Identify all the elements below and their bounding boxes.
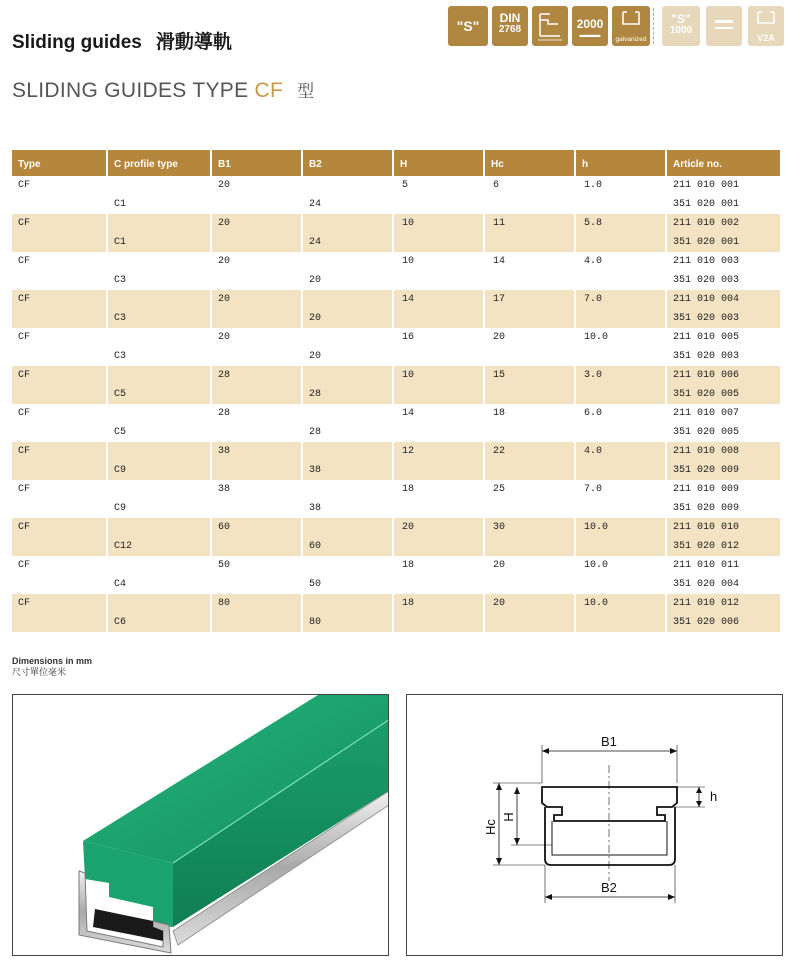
cell-empty bbox=[12, 385, 107, 404]
cell-empty bbox=[211, 423, 302, 442]
cell-article-1: 211 010 004 bbox=[666, 290, 780, 309]
table-row bbox=[12, 233, 780, 252]
cell-type: CF bbox=[12, 594, 107, 613]
cell-c-profile: C5 bbox=[107, 423, 211, 442]
cell-empty bbox=[12, 537, 107, 556]
cell-b2: 20 bbox=[302, 309, 393, 328]
cell-empty bbox=[211, 309, 302, 328]
cell-empty bbox=[484, 613, 575, 632]
cell-empty bbox=[12, 347, 107, 366]
cell-hc: 22 bbox=[484, 442, 575, 461]
table-row bbox=[12, 404, 780, 423]
s1000-label: "S" bbox=[671, 12, 691, 26]
c-profile-faded-icon bbox=[748, 6, 784, 28]
cell-b2: 28 bbox=[302, 423, 393, 442]
cell-hc: 11 bbox=[484, 214, 575, 233]
cell-h-lower: 1.0 bbox=[575, 176, 666, 195]
cell-empty bbox=[211, 575, 302, 594]
cell-b1: 50 bbox=[211, 556, 302, 575]
cell-h-upper: 12 bbox=[393, 442, 484, 461]
cell-hc: 30 bbox=[484, 518, 575, 537]
dimensions-note-cn: 尺寸單位毫米 bbox=[12, 668, 67, 678]
cell-type: CF bbox=[12, 442, 107, 461]
cell-empty bbox=[484, 233, 575, 252]
cell-empty bbox=[107, 594, 211, 613]
cell-article-1: 211 010 003 bbox=[666, 252, 780, 271]
cell-empty bbox=[393, 271, 484, 290]
cell-empty bbox=[107, 442, 211, 461]
cell-b2: 28 bbox=[302, 385, 393, 404]
cell-empty bbox=[107, 480, 211, 499]
cell-h-lower: 3.0 bbox=[575, 366, 666, 385]
cell-h-lower: 4.0 bbox=[575, 442, 666, 461]
din-badge bbox=[492, 6, 528, 46]
cell-type: CF bbox=[18, 484, 31, 495]
cell-b1: 20 bbox=[211, 252, 302, 271]
cell-article-2: 351 020 009 bbox=[666, 499, 780, 518]
cell-type: CF bbox=[18, 332, 31, 343]
cell-type: CF bbox=[12, 214, 107, 233]
cell-empty bbox=[575, 423, 666, 442]
cell-b1: 20 bbox=[211, 290, 302, 309]
s-badge-label: "S" bbox=[456, 18, 480, 34]
cell-empty bbox=[393, 461, 484, 480]
cell-empty bbox=[107, 366, 211, 385]
page-subtitle bbox=[12, 77, 314, 103]
cell-c-profile: C9 bbox=[107, 461, 211, 480]
cell-empty bbox=[107, 328, 211, 347]
col-header-article: Article no. bbox=[666, 151, 780, 176]
cell-b2: 20 bbox=[302, 271, 393, 290]
cell-article-2: 351 020 004 bbox=[666, 575, 780, 594]
table-row bbox=[12, 613, 780, 632]
cell-type: CF bbox=[12, 290, 107, 309]
cell-h-upper: 10 bbox=[393, 214, 484, 233]
cell-empty bbox=[211, 461, 302, 480]
table-row bbox=[12, 290, 780, 309]
cell-empty bbox=[575, 309, 666, 328]
cell-hc: 20 bbox=[484, 328, 575, 347]
cell-empty bbox=[484, 195, 575, 214]
feature-badges bbox=[448, 6, 784, 46]
table-row bbox=[12, 214, 780, 233]
v2a-label: V2A bbox=[757, 33, 775, 43]
page-title bbox=[12, 27, 232, 54]
cell-b1: 28 bbox=[211, 404, 302, 423]
cell-empty bbox=[484, 271, 575, 290]
dimensions-note-en: Dimensions in mm bbox=[12, 656, 93, 666]
cell-b2: 50 bbox=[302, 575, 393, 594]
drawing-label-b1: B1 bbox=[601, 734, 617, 749]
cell-h-upper: 16 bbox=[393, 328, 484, 347]
subtitle-type: CF bbox=[254, 79, 284, 102]
cell-empty bbox=[12, 613, 107, 632]
cell-h-upper: 14 bbox=[393, 290, 484, 309]
cell-empty bbox=[484, 347, 575, 366]
cell-empty bbox=[393, 575, 484, 594]
cell-b2: 20 bbox=[302, 347, 393, 366]
table-row bbox=[12, 195, 780, 214]
cell-b1: 20 bbox=[211, 328, 302, 347]
cell-h-lower: 10.0 bbox=[575, 518, 666, 537]
cell-empty bbox=[12, 575, 107, 594]
cell-article-2: 351 020 005 bbox=[666, 423, 780, 442]
cell-b1: 28 bbox=[211, 366, 302, 385]
c-profile-icon bbox=[612, 6, 650, 30]
cell-article-1: 211 010 008 bbox=[666, 442, 780, 461]
cell-empty bbox=[484, 499, 575, 518]
cell-type: CF bbox=[18, 256, 31, 267]
cell-empty bbox=[484, 575, 575, 594]
table-row bbox=[12, 594, 780, 613]
s1000-badge bbox=[662, 6, 700, 46]
cell-empty bbox=[107, 518, 211, 537]
cell-empty bbox=[302, 442, 393, 461]
cell-empty bbox=[107, 290, 211, 309]
cell-c-profile: C1 bbox=[107, 233, 211, 252]
cell-h-upper: 14 bbox=[393, 404, 484, 423]
cell-h-upper: 18 bbox=[393, 480, 484, 499]
table-row bbox=[12, 347, 780, 366]
cell-empty bbox=[484, 461, 575, 480]
cell-empty bbox=[302, 176, 393, 195]
cell-b2: 38 bbox=[302, 461, 393, 480]
s1000-number: 1000 bbox=[669, 25, 693, 36]
cell-empty bbox=[12, 499, 107, 518]
cell-h-lower: 10.0 bbox=[575, 556, 666, 575]
table-row bbox=[12, 480, 780, 499]
cell-h-lower: 10.0 bbox=[575, 594, 666, 613]
cell-empty bbox=[107, 556, 211, 575]
table-row bbox=[12, 442, 780, 461]
cell-empty bbox=[484, 537, 575, 556]
cell-empty bbox=[107, 214, 211, 233]
cell-hc: 15 bbox=[484, 366, 575, 385]
cell-type: CF bbox=[18, 560, 31, 571]
length-2000-label: 2000 bbox=[576, 17, 604, 31]
cell-c-profile: C4 bbox=[107, 575, 211, 594]
table-row bbox=[12, 385, 780, 404]
cell-hc: 20 bbox=[484, 594, 575, 613]
cell-empty bbox=[393, 347, 484, 366]
drawing-label-b2: B2 bbox=[601, 880, 617, 895]
cell-hc: 20 bbox=[484, 556, 575, 575]
col-header-h-lower: h bbox=[575, 151, 666, 176]
table-row bbox=[12, 423, 780, 442]
cell-h-lower: 7.0 bbox=[575, 480, 666, 499]
cell-article-2: 351 020 003 bbox=[666, 309, 780, 328]
cell-empty bbox=[12, 195, 107, 214]
cell-empty bbox=[393, 613, 484, 632]
table-row bbox=[12, 499, 780, 518]
cell-empty bbox=[302, 404, 393, 423]
cell-empty bbox=[484, 423, 575, 442]
cell-hc: 18 bbox=[484, 404, 575, 423]
cell-empty bbox=[107, 252, 211, 271]
length-faded-badge bbox=[706, 6, 742, 46]
cell-empty bbox=[302, 480, 393, 499]
cell-b2: 80 bbox=[302, 613, 393, 632]
table-row bbox=[12, 518, 780, 537]
product-photo bbox=[12, 694, 389, 956]
cell-empty bbox=[393, 499, 484, 518]
cell-empty bbox=[393, 195, 484, 214]
table-row bbox=[12, 366, 780, 385]
cell-empty bbox=[393, 537, 484, 556]
cell-article-2: 351 020 003 bbox=[666, 347, 780, 366]
cell-article-2: 351 020 001 bbox=[666, 195, 780, 214]
cell-h-lower: 4.0 bbox=[575, 252, 666, 271]
cell-empty bbox=[575, 195, 666, 214]
galvanized-badge bbox=[612, 6, 650, 46]
cell-c-profile: C3 bbox=[107, 309, 211, 328]
badge-divider bbox=[653, 8, 654, 44]
cell-empty bbox=[575, 233, 666, 252]
s-quality-badge bbox=[448, 6, 488, 46]
cell-c-profile: C3 bbox=[107, 271, 211, 290]
cell-empty bbox=[393, 233, 484, 252]
length-line-icon: ▬▬▬ bbox=[579, 32, 601, 39]
cell-empty bbox=[302, 594, 393, 613]
table-row bbox=[12, 556, 780, 575]
cell-empty bbox=[302, 252, 393, 271]
cell-empty bbox=[107, 404, 211, 423]
cell-article-2: 351 020 005 bbox=[666, 385, 780, 404]
cell-article-2: 351 020 003 bbox=[666, 271, 780, 290]
cell-c-profile: C6 bbox=[107, 613, 211, 632]
cell-article-1: 211 010 009 bbox=[666, 480, 780, 499]
cell-empty bbox=[393, 385, 484, 404]
col-header-c-profile: C profile type bbox=[107, 151, 211, 176]
cell-empty bbox=[302, 366, 393, 385]
cell-article-1: 211 010 011 bbox=[666, 556, 780, 575]
cell-empty bbox=[12, 461, 107, 480]
subtitle-cn: 型 bbox=[297, 82, 315, 102]
din-number: 2768 bbox=[498, 24, 522, 35]
cell-h-upper: 18 bbox=[393, 556, 484, 575]
col-header-hc: Hc bbox=[484, 151, 575, 176]
din-label: DIN bbox=[499, 11, 521, 25]
cell-c-profile: C1 bbox=[107, 195, 211, 214]
cell-empty bbox=[393, 309, 484, 328]
table-row bbox=[12, 252, 780, 271]
cell-b1: 38 bbox=[211, 442, 302, 461]
cell-empty bbox=[393, 423, 484, 442]
cell-empty bbox=[211, 613, 302, 632]
cell-empty bbox=[575, 499, 666, 518]
cell-h-upper: 10 bbox=[393, 366, 484, 385]
drawing-label-hc: Hc bbox=[483, 819, 498, 835]
table-row bbox=[12, 309, 780, 328]
cell-article-1: 211 010 010 bbox=[666, 518, 780, 537]
technical-drawing bbox=[406, 694, 783, 956]
cell-type: CF bbox=[18, 180, 31, 191]
length-faded-icon bbox=[706, 6, 742, 46]
cell-type: CF bbox=[12, 366, 107, 385]
cell-h-lower: 10.0 bbox=[575, 328, 666, 347]
col-header-b1: B1 bbox=[211, 151, 302, 176]
cell-article-2: 351 020 006 bbox=[666, 613, 780, 632]
cell-article-2: 351 020 001 bbox=[666, 233, 780, 252]
table-row bbox=[12, 575, 780, 594]
cell-empty bbox=[12, 423, 107, 442]
cell-article-1: 211 010 006 bbox=[666, 366, 780, 385]
cell-h-lower: 7.0 bbox=[575, 290, 666, 309]
cell-empty bbox=[211, 385, 302, 404]
title-cn: 滑動導軌 bbox=[155, 31, 232, 53]
cell-empty bbox=[575, 385, 666, 404]
col-header-b2: B2 bbox=[302, 151, 393, 176]
cell-hc: 25 bbox=[484, 480, 575, 499]
cell-empty bbox=[484, 309, 575, 328]
cell-empty bbox=[575, 575, 666, 594]
cell-type: CF bbox=[12, 518, 107, 537]
cell-empty bbox=[302, 556, 393, 575]
cell-h-upper: 5 bbox=[393, 176, 484, 195]
cell-c-profile: C9 bbox=[107, 499, 211, 518]
cell-empty bbox=[575, 613, 666, 632]
galvanized-label: galvanized bbox=[615, 36, 647, 43]
cell-empty bbox=[302, 214, 393, 233]
cell-h-lower: 6.0 bbox=[575, 404, 666, 423]
cell-hc: 14 bbox=[484, 252, 575, 271]
drawing-label-h-upper: H bbox=[501, 812, 516, 822]
cell-empty bbox=[12, 309, 107, 328]
cell-b1: 80 bbox=[211, 594, 302, 613]
cell-empty bbox=[211, 347, 302, 366]
cell-empty bbox=[575, 461, 666, 480]
cell-article-1: 211 010 005 bbox=[666, 328, 780, 347]
cell-c-profile: C5 bbox=[107, 385, 211, 404]
table-row bbox=[12, 176, 780, 195]
cell-empty bbox=[211, 271, 302, 290]
dimensions-note bbox=[12, 655, 92, 679]
cell-empty bbox=[484, 385, 575, 404]
cell-empty bbox=[575, 537, 666, 556]
cell-b2: 24 bbox=[302, 195, 393, 214]
subtitle-prefix: SLIDING GUIDES TYPE bbox=[12, 79, 255, 102]
cell-h-upper: 20 bbox=[393, 518, 484, 537]
v2a-badge bbox=[748, 6, 784, 46]
cell-h-upper: 18 bbox=[393, 594, 484, 613]
cell-article-1: 211 010 002 bbox=[666, 214, 780, 233]
table-header-row bbox=[12, 151, 780, 176]
drawing-label-h-lower: h bbox=[710, 789, 718, 804]
table-row bbox=[12, 271, 780, 290]
cell-empty bbox=[211, 233, 302, 252]
cell-b1: 38 bbox=[211, 480, 302, 499]
cell-empty bbox=[12, 233, 107, 252]
cell-h-upper: 10 bbox=[393, 252, 484, 271]
table-row bbox=[12, 461, 780, 480]
cell-empty bbox=[302, 290, 393, 309]
sliding-guides-table bbox=[12, 150, 780, 632]
cell-empty bbox=[575, 347, 666, 366]
cell-b2: 24 bbox=[302, 233, 393, 252]
table-row bbox=[12, 328, 780, 347]
sliding-guide-image bbox=[13, 695, 389, 956]
table-row bbox=[12, 537, 780, 556]
cell-b1: 20 bbox=[211, 176, 302, 195]
cell-empty bbox=[211, 537, 302, 556]
col-header-h-upper: H bbox=[393, 151, 484, 176]
profile-section-icon bbox=[532, 6, 568, 46]
title-en: Sliding guides bbox=[12, 32, 142, 53]
cell-hc: 6 bbox=[484, 176, 575, 195]
cell-article-2: 351 020 012 bbox=[666, 537, 780, 556]
cell-b1: 20 bbox=[211, 214, 302, 233]
cell-b2: 38 bbox=[302, 499, 393, 518]
cell-empty bbox=[211, 499, 302, 518]
cell-c-profile: C12 bbox=[107, 537, 211, 556]
cell-b1: 60 bbox=[211, 518, 302, 537]
cell-empty bbox=[302, 518, 393, 537]
cell-article-2: 351 020 009 bbox=[666, 461, 780, 480]
cell-empty bbox=[575, 271, 666, 290]
cell-c-profile: C3 bbox=[107, 347, 211, 366]
cell-empty bbox=[302, 328, 393, 347]
cell-hc: 17 bbox=[484, 290, 575, 309]
length-2000-badge bbox=[572, 6, 608, 46]
cell-empty bbox=[107, 176, 211, 195]
cell-article-1: 211 010 007 bbox=[666, 404, 780, 423]
cell-article-1: 211 010 001 bbox=[666, 176, 780, 195]
cell-empty bbox=[12, 271, 107, 290]
cell-empty bbox=[211, 195, 302, 214]
cell-b2: 60 bbox=[302, 537, 393, 556]
cell-h-lower: 5.8 bbox=[575, 214, 666, 233]
cell-article-1: 211 010 012 bbox=[666, 594, 780, 613]
cell-type: CF bbox=[18, 408, 31, 419]
col-header-type: Type bbox=[12, 151, 107, 176]
